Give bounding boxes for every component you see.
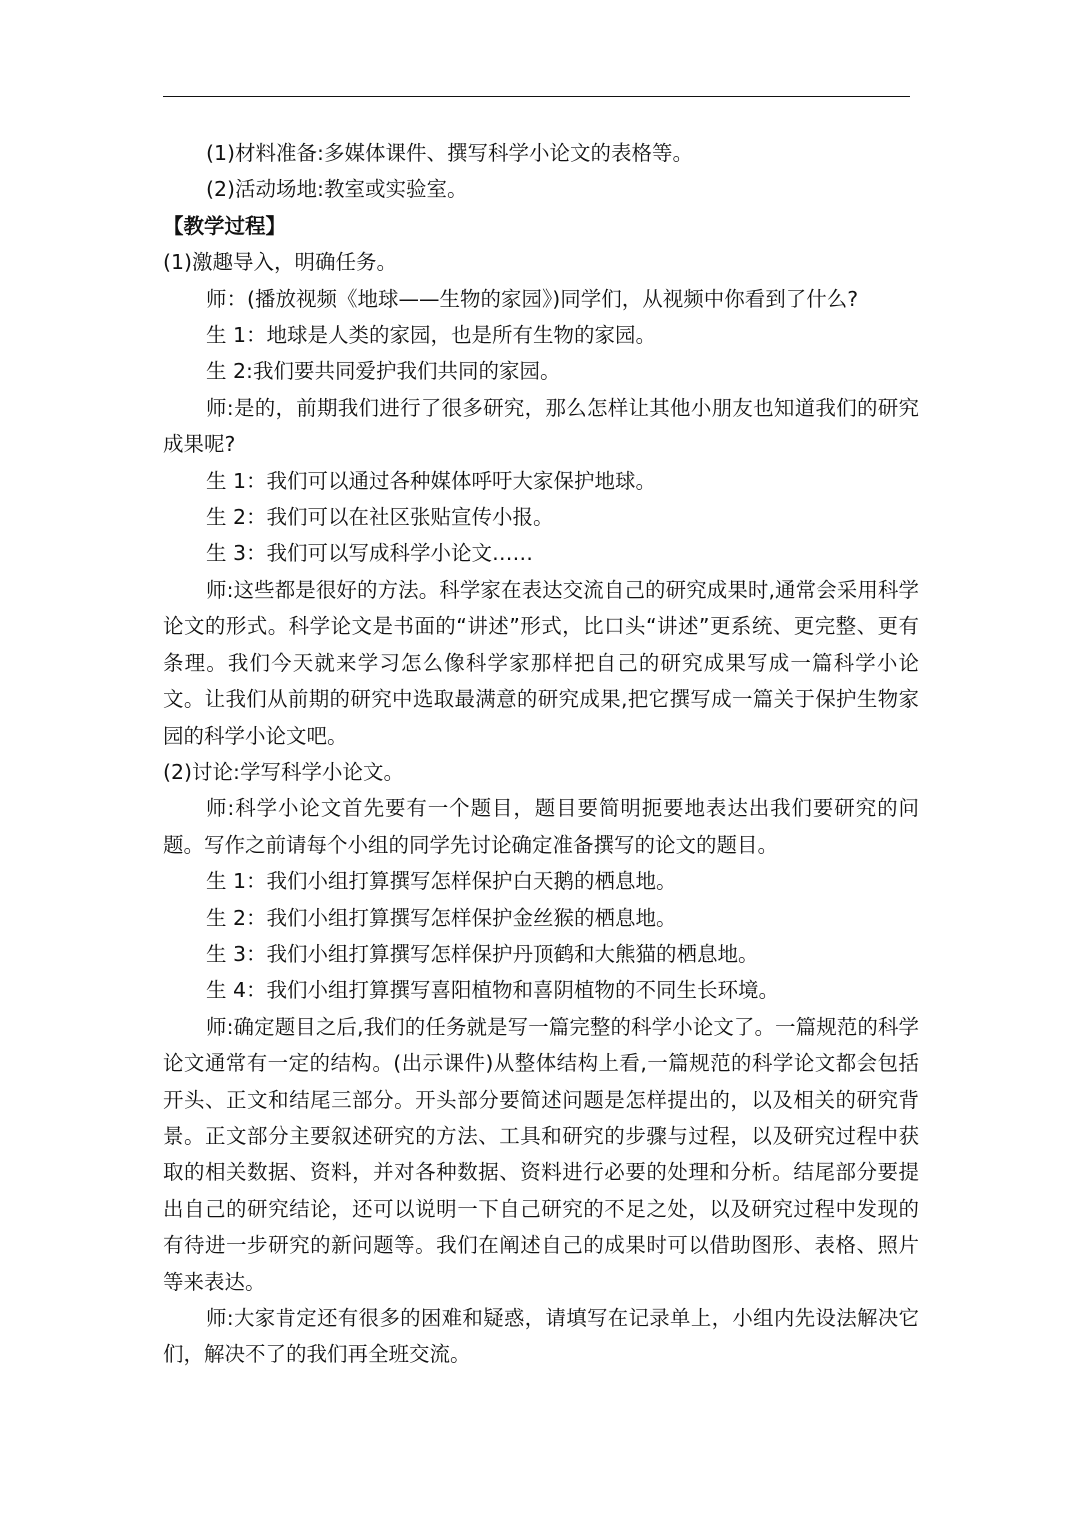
dialogue-line: 生 4：我们小组打算撰写喜阳植物和喜阴植物的不同生长环境。: [206, 978, 780, 1003]
document-body: [163, 135, 919, 1373]
dialogue-line: 师：(播放视频《地球——生物的家园》)同学们，从视频中你看到了什么?: [206, 286, 859, 311]
dialogue-line: 师:大家肯定还有很多的困难和疑惑，请填写在记录单上，小组内先设法解决它们，解决不了的我们再全班交流。: [163, 1306, 919, 1367]
header-rule: [163, 96, 910, 97]
step-heading-discussion: (2)讨论:学写科学小论文。: [163, 759, 404, 784]
dialogue-line: 生 2：我们可以在社区张贴宣传小报。: [206, 505, 554, 530]
step-heading-intro: (1)激趣导入，明确任务。: [163, 250, 398, 275]
dialogue-line: 生 1：我们小组打算撰写怎样保护白天鹅的栖息地。: [206, 869, 677, 894]
paragraph-material-prep: (1)材料准备:多媒体课件、撰写科学小论文的表格等。: [206, 141, 693, 165]
paragraph-venue: (2)活动场地:教室或实验室。: [206, 177, 468, 202]
dialogue-line: 师:科学小论文首先要有一个题目，题目要简明扼要地表达出我们要研究的问题。写作之前请每个小组的同学先讨论确定准备撰写的论文的题目。: [163, 796, 919, 857]
dialogue-line: 生 1：我们可以通过各种媒体呼吁大家保护地球。: [206, 468, 657, 493]
dialogue-line: 师:确定题目之后,我们的任务就是写一篇完整的科学小论文了。一篇规范的科学论文通常有一定的结构。(出示课件)从整体结构上看,一篇规范的科学论文都会包括开头、正文和结尾三部分。开头部分要简述问题是怎样提出的，以及相关的研究背景。正文部分主要叙述研究的方法、工具和研究的步骤与过程，以及研究过程中获取的相关数据、资料，并对各种数据、资料进行必要的处理和分析。结尾部分要提出自己的研究结论，还可以说明一下自己研究的不足之处，以及研究过程中发现的有待进一步研究的新问题等。我们在阐述自己的成果时可以借助图形、表格、照片等来表达。: [163, 1014, 919, 1294]
dialogue-line: 生 3：我们小组打算撰写怎样保护丹顶鹤和大熊猫的栖息地。: [206, 941, 759, 966]
dialogue-line: 生 2：我们小组打算撰写怎样保护金丝猴的栖息地。: [206, 905, 677, 930]
dialogue-line: 师:这些都是很好的方法。科学家在表达交流自己的研究成果时,通常会采用科学论文的形式。科学论文是书面的“讲述”形式，比口头“讲述”更系统、更完整、更有条理。我们今天就来学习怎么像科学家那样把自己的研究成果写成一篇科学小论文。让我们从前期的研究中选取最满意的研究成果,把它撰写成一篇关于保护生物家园的科学小论文吧。: [163, 577, 919, 748]
dialogue-line: 生 2:我们要共同爱护我们共同的家园。: [206, 359, 561, 384]
dialogue-line: 师:是的，前期我们进行了很多研究，那么怎样让其他小朋友也知道我们的研究成果呢?: [163, 395, 919, 457]
dialogue-line: 生 3：我们可以写成科学小论文……: [206, 541, 534, 566]
section-heading-teaching-process: 【教学过程】: [163, 213, 286, 238]
dialogue-line: 生 1：地球是人类的家园，也是所有生物的家园。: [206, 323, 657, 348]
